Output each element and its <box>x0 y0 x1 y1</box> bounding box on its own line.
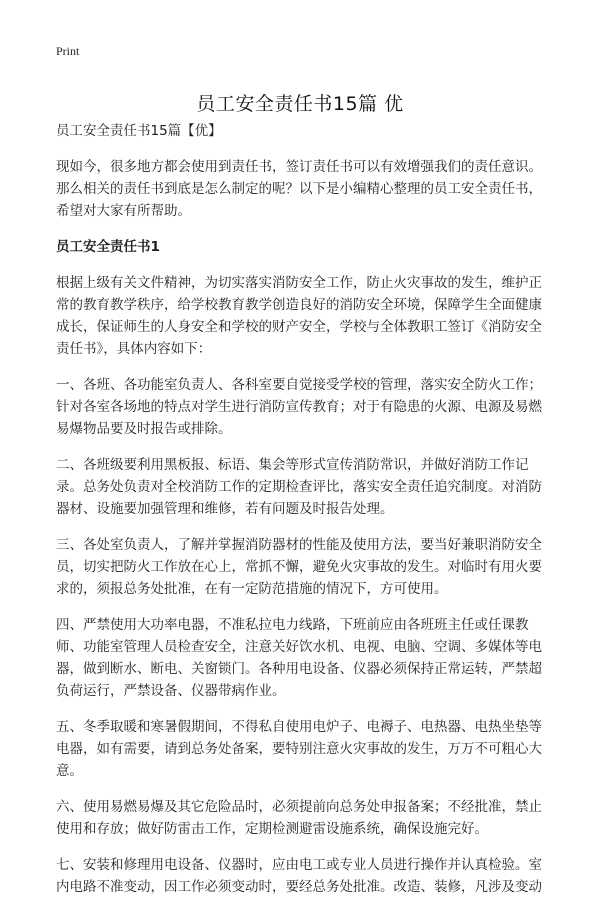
body-paragraph: 一、各班、各功能室负责人、各科室要自觉接受学校的管理，落实安全防火工作；针对各室各场地的特点对学生进行消防宣传教育；对于有隐患的火源、电源及易燃易爆物品要及时报告或排除。 <box>56 377 542 437</box>
document-title: 员工安全责任书15篇 优 <box>196 92 404 115</box>
body-paragraph: 六、使用易燃易爆及其它危险品时，必须提前向总务处申报备案；不经批准，禁止使用和存放；做好防雷击工作，定期检测避雷设施系统，确保设施完好。 <box>56 799 542 837</box>
body-paragraph: 四、严禁使用大功率电器，不准私拉电力线路，下班前应由各班班主任或任课教师、功能室管理人员检查安全，注意关好饮水机、电视、电脑、空调、多媒体等电器，做到断水、断电、关窗锁门。各种用电设备、仪器必须保持正常运转，严禁超负荷运行，严禁设备、仪器带病作业。 <box>56 617 542 699</box>
section-heading: 员工安全责任书1 <box>56 239 160 255</box>
body-paragraph: 五、冬季取暖和寒暑假期间，不得私自使用电炉子、电褥子、电热器、电热坐垫等电器，如有需要，请到总务处备案，要特别注意火灾事故的发生，万万不可粗心大意。 <box>56 719 542 779</box>
body-paragraph: 三、各处室负责人，了解并掌握消防器材的性能及使用方法，要当好兼职消防安全员，切实把防火工作放在心上，常抓不懈，避免火灾事故的发生。对临时有用火要求的，须报总务处批准，在有一定防范措施的情况下，方可使用。 <box>56 537 542 597</box>
document-subtitle: 员工安全责任书15篇【优】 <box>56 123 222 139</box>
print-label[interactable]: Print <box>56 44 80 58</box>
body-paragraph: 二、各班级要利用黑板报、标语、集会等形式宣传消防常识，并做好消防工作记录。总务处负责对全校消防工作的定期检查评比，落实安全责任追究制度。对消防器材、设施要加强管理和维修，若有问题及时报告处理。 <box>56 457 542 517</box>
body-paragraph: 七、安装和修理用电设备、仪器时，应由电工或专业人员进行操作并认真检验。室内电路不准变动，因工作必须变动时，要经总务处批准。改造、装修，凡涉及变动 <box>56 857 542 895</box>
body-paragraph: 根据上级有关文件精神，为切实落实消防安全工作，防止火灾事故的发生，维护正常的教育教学秩序，给学校教育教学创造良好的消防安全环境，保障学生全面健康成长，保证师生的人身安全和学校的财产安全，学校与全体教职工签订《消防安全责任书》，具体内容如下： <box>56 275 542 357</box>
document-body <box>56 120 552 912</box>
intro-paragraph: 现如今，很多地方都会使用到责任书，签订责任书可以有效增强我们的责任意识。那么相关的责任书到底是怎么制定的呢？以下是小编精心整理的员工安全责任书，希望对大家有所帮助。 <box>56 159 542 219</box>
